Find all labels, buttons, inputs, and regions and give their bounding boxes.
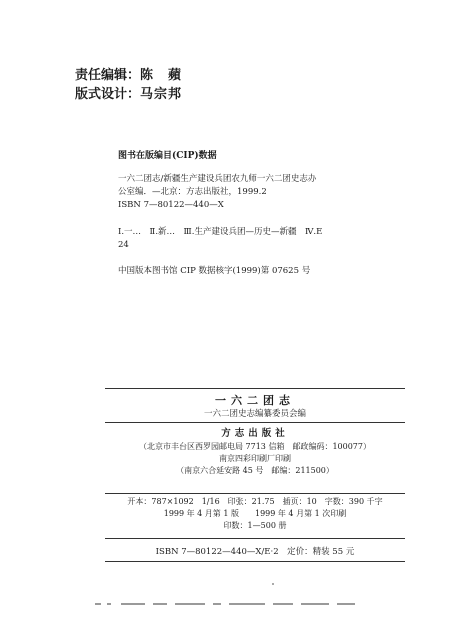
cip-heading: 图书在版编目(CIP)数据 (118, 151, 217, 161)
scan-mark (153, 603, 167, 605)
scan-mark (337, 603, 355, 605)
book-author: 一六二团史志编纂委员会编 (203, 409, 306, 419)
cip-subject-line: Ⅰ.一… Ⅱ.新… Ⅲ.生产建设兵团—历史—新疆 Ⅳ.E (118, 227, 323, 237)
scan-mark (273, 603, 293, 605)
book-title: 一六二团志 (215, 394, 295, 407)
designer-name: 马宗邦 (140, 87, 183, 102)
scan-mark (121, 603, 145, 605)
designer-label: 版式设计： (75, 87, 141, 102)
divider-rule (105, 388, 405, 389)
cip-entry-line: 公室编．—北京：方志出版社，1999.2 (118, 187, 267, 197)
edition-info: 1999 年 4 月第 1 版 1999 年 4 月第 1 次印刷 (163, 509, 347, 518)
cip-block (118, 150, 408, 278)
printer-name: 南京四彩印刷厂印刷 (219, 454, 291, 463)
scan-marks (95, 603, 360, 607)
scan-mark (213, 603, 221, 605)
cip-isbn-line: ISBN 7—80122—440—X (118, 200, 224, 210)
scan-speck (272, 583, 274, 585)
divider-rule (105, 422, 405, 423)
title-block (105, 394, 405, 420)
scan-mark (301, 603, 329, 605)
cip-subject-line: 24 (118, 240, 129, 250)
scan-mark (175, 603, 205, 605)
publisher-block (105, 427, 405, 477)
scan-mark (95, 603, 101, 605)
cip-number: 中国版本图书馆 CIP 数据核字(1999)第 07625 号 (118, 266, 311, 276)
print-run: 印数：1—500 册 (223, 521, 287, 530)
editor-name: 陈 蘋 (140, 68, 183, 83)
format-specs: 开本：787×1092 1/16 印张：21.75 插页：10 字数：390 千字 (127, 497, 383, 506)
printer-address: （南京六合延安路 45 号 邮编：211500） (176, 466, 334, 475)
divider-rule (105, 493, 405, 494)
isbn-price-line: ISBN 7—80122—440—X/E·2 定价：精装 55 元 (155, 547, 355, 557)
designer-credit (75, 85, 182, 104)
specs-block (105, 496, 405, 532)
scan-mark (107, 603, 111, 605)
credits-block (75, 66, 182, 104)
cip-entry-line: 一六二团志/新疆生产建设兵团农九师一六二团史志办 (118, 174, 317, 184)
editor-credit (75, 66, 182, 85)
divider-rule (105, 561, 405, 562)
scan-mark (229, 603, 265, 605)
publisher-name: 方志出版社 (221, 428, 289, 439)
divider-rule (105, 538, 405, 539)
editor-label: 责任编辑： (75, 68, 141, 83)
publisher-address: （北京市丰台区西罗园邮电局 7713 信箱 邮政编码：100077） (139, 442, 371, 451)
